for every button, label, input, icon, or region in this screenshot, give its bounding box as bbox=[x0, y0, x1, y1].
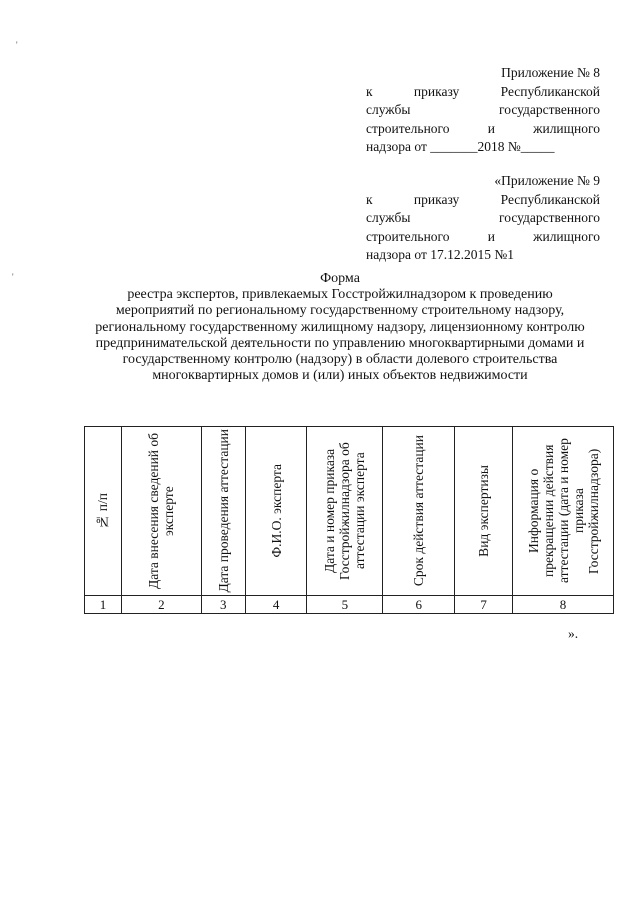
column-number-cell: 3 bbox=[201, 596, 245, 614]
appendix-word: жилищного bbox=[533, 228, 600, 244]
table-header-cell bbox=[307, 427, 383, 596]
appendix-order-line: надзора от _______2018 №_____ bbox=[366, 139, 555, 154]
appendix-word: приказу bbox=[413, 191, 460, 207]
appendix-line bbox=[366, 228, 600, 247]
header-validity: Срок действия аттестации bbox=[411, 435, 427, 587]
margin-mark: ' bbox=[16, 40, 18, 50]
appendix-order-line: надзора от 17.12.2015 №1 bbox=[366, 247, 514, 262]
table-header-cell bbox=[513, 427, 614, 596]
column-number-cell: 6 bbox=[383, 596, 455, 614]
header-expertise-type: Вид экспертизы bbox=[476, 465, 492, 557]
form-word: Форма bbox=[320, 271, 360, 286]
header-order: Дата и номер приказа Госстройжилнадзора об аттестации эксперта bbox=[322, 442, 368, 580]
margin-mark: ' bbox=[12, 272, 14, 282]
appendix-line bbox=[366, 191, 600, 210]
appendix-word: жилищного bbox=[533, 120, 600, 136]
appendix-word: службы bbox=[366, 102, 411, 117]
appendix-word: приказу bbox=[413, 83, 460, 99]
appendix-word: Республиканской bbox=[500, 191, 600, 207]
appendix-word: строительного bbox=[366, 120, 450, 136]
column-number-cell: 7 bbox=[455, 596, 513, 614]
appendix-line bbox=[366, 120, 600, 139]
appendix-line bbox=[366, 209, 600, 228]
appendix-heading: Приложение № 8 bbox=[501, 65, 600, 80]
column-number-cell: 5 bbox=[307, 596, 383, 614]
appendix-word: строительного bbox=[366, 228, 450, 244]
table-header-cell bbox=[121, 427, 201, 596]
expert-registry-table bbox=[84, 426, 614, 614]
header-expert-name: Ф.И.О. эксперта bbox=[268, 464, 284, 558]
appendix-word: Республиканской bbox=[500, 83, 600, 99]
header-entry-date: Дата внесения сведений об эксперте bbox=[146, 432, 177, 590]
appendix-block-9 bbox=[366, 172, 600, 265]
form-title-text: реестра экспертов, привлекаемых Госстройжилнадзором к проведению мероприятий по региональному государственному строительному надзору, региональному государственному жилищному надзору, лицензионному контролю предпринимательской деятельности по управлению многоквартирными домами и государственному контролю (надзору) в области долевого строительства многоквартирных домов и (или) иных объектов недвижимости bbox=[95, 287, 585, 384]
appendix-block-8 bbox=[366, 64, 600, 157]
appendix-word: службы bbox=[366, 210, 411, 225]
table-header-row bbox=[85, 427, 614, 596]
header-number: № п/п bbox=[95, 492, 111, 530]
appendix-word: государственного bbox=[499, 102, 600, 117]
appendix-line bbox=[366, 101, 600, 120]
table-row bbox=[85, 596, 614, 614]
column-number-cell: 2 bbox=[121, 596, 201, 614]
table-header-cell bbox=[383, 427, 455, 596]
appendix-word: к bbox=[366, 83, 373, 99]
table-header-cell bbox=[85, 427, 122, 596]
appendix-line bbox=[366, 83, 600, 102]
appendix-word: и bbox=[487, 228, 495, 244]
appendix-heading: «Приложение № 9 bbox=[494, 173, 600, 188]
header-attestation-date: Дата проведения аттестации bbox=[215, 429, 231, 593]
table-header-cell bbox=[201, 427, 245, 596]
column-number-cell: 1 bbox=[85, 596, 122, 614]
closing-quote: ». bbox=[568, 626, 579, 641]
table-header-cell bbox=[455, 427, 513, 596]
appendix-word: к bbox=[366, 191, 373, 207]
table-header-cell bbox=[245, 427, 307, 596]
appendix-word: государственного bbox=[499, 210, 600, 225]
column-number-cell: 4 bbox=[245, 596, 307, 614]
header-termination-info: Информация о прекращении действия аттестации (дата и номер приказа Госстройжилнадзора) bbox=[525, 438, 601, 584]
form-title bbox=[90, 271, 590, 384]
appendix-word: и bbox=[487, 120, 495, 136]
column-number-cell: 8 bbox=[513, 596, 614, 614]
